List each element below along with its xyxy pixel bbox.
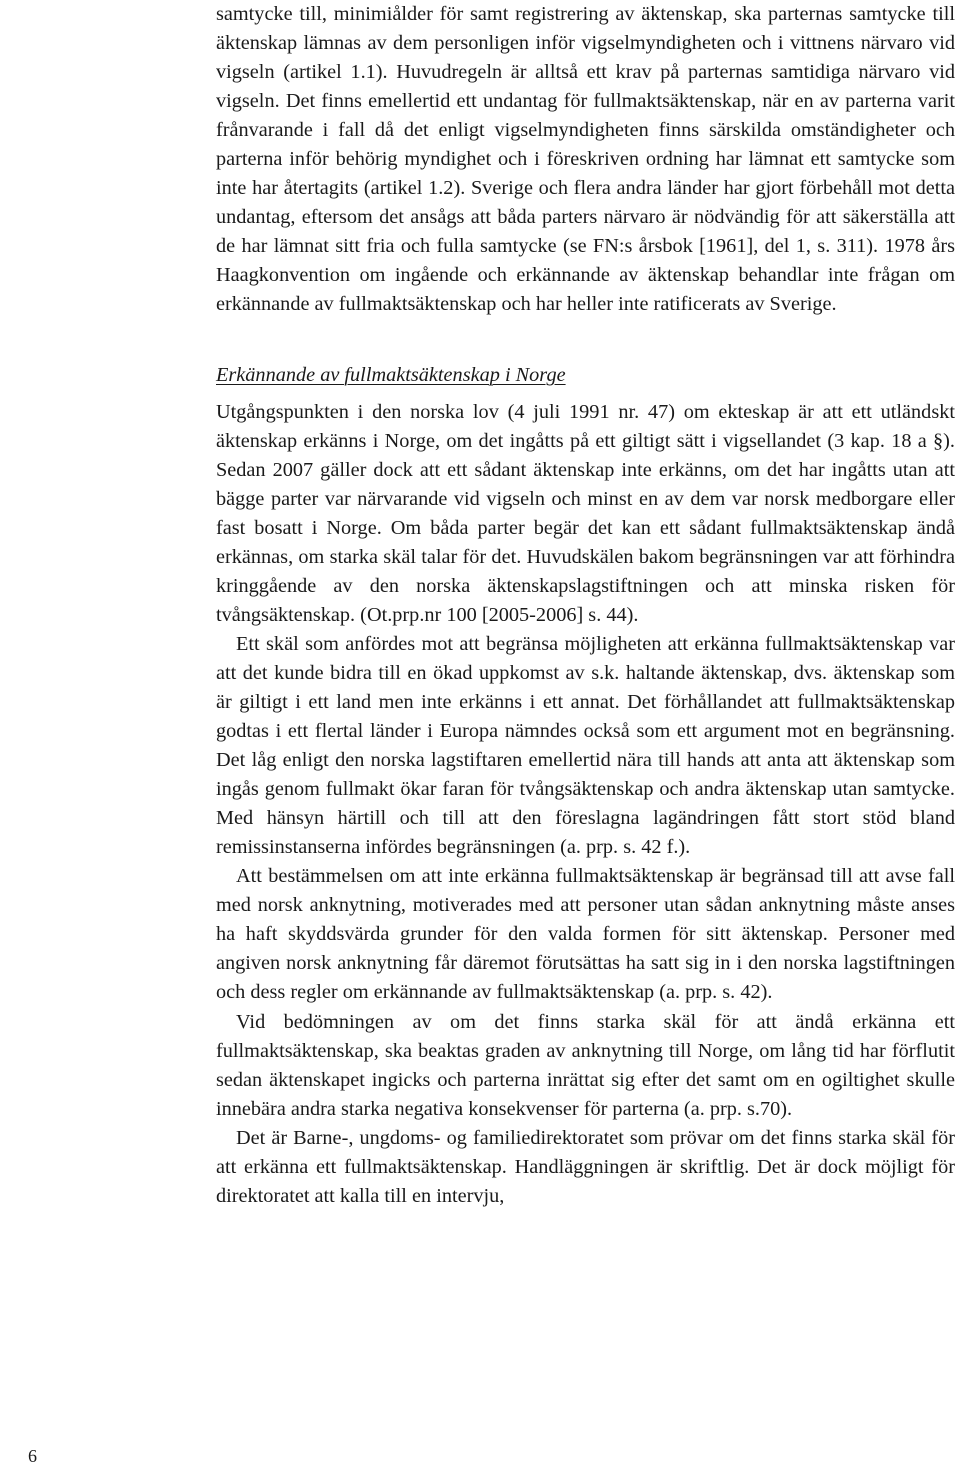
section-heading: Erkännande av fullmaktsäktenskap i Norge xyxy=(216,363,566,386)
paragraph-3: Att bestämmelsen om att inte erkänna fullmaktsäktenskap är begränsad till att avse fall med norsk anknytning, motiverades med att personer utan sådan anknytning måste anses ha haft skyddsvärda grunder för den valda formen för sitt äktenskap. Personer med angiven norsk anknytning får däremot förutsättas ha satt sig in i den norska lagstiftningen och dess regler om erkännande av fullmaktsäktenskap (a. prp. s. 42). xyxy=(216,865,955,1004)
spacer xyxy=(216,320,955,361)
paragraph-intro: samtycke till, minimiålder för samt registrering av äktenskap, ska parternas samtycke till äktenskap lämnas av dem personligen inför vigselmyndigheten och i vittnens närvaro vid vigseln (artikel 1.1). Huvudregeln är alltså ett krav på parternas samtidiga närvaro vid vigseln. Det finns emellertid ett undantag för fullmaktsäktenskap, när en av parterna varit frånvarande i fall då det enligt vigselmyndigheten finns särskilda omständigheter och parterna inför behörig myndighet och i föreskriven ordning har lämnat ett samtycke som inte har återtagits (artikel 1.2). Sverige och flera andra länder har gjort förbehåll mot detta undantag, eftersom det ansågs att båda parters närvaro är nödvändig för att säkerställa att de har lämnat sitt fria och fulla samtycke (se FN:s årsbok [1961], del 1, s. 311). 1978 års Haagkonvention om ingående och erkännande av äktenskap behandlar inte frågan om erkännande av fullmaktsäktenskap och har heller inte ratificerats av Sverige. xyxy=(216,3,955,316)
document-page xyxy=(216,0,955,1211)
paragraph-4: Vid bedömningen av om det finns starka skäl för att ändå erkänna ett fullmaktsäktenskap, ska beaktas graden av anknytning till Norge, om lång tid har förflutit sedan äktenskapet ingicks och parterna inrättat sig efter det samt om en ogiltighet skulle innebära andra starka negativa konsekvenser för parterna (a. prp. s.70). xyxy=(216,1010,955,1120)
paragraph-5: Det är Barne-, ungdoms- og familiedirektoratet som prövar om det finns starka skäl för att erkänna ett fullmaktsäktenskap. Handläggningen är skriftlig. Det är dock möjligt för direktoratet att kalla till en intervju, xyxy=(216,1126,955,1207)
paragraph-2: Ett skäl som anfördes mot att begränsa möjligheten att erkänna fullmaktsäktenskap var att det kunde bidra till en ökad uppkomst av s.k. haltande äktenskap, dvs. äktenskap som är giltigt i ett land men inte erkänns i ett annat. Det förhållandet att fullmaktsäktenskap godtas i ett flertal länder i Europa nämndes också som ett argument mot en begränsning. Det låg enligt den norska lagstiftaren emellertid nära till hands att anta att äktenskap som ingås genom fullmakt ökar faran för tvångsäktenskap och andra äktenskap utan samtycke. Med hänsyn härtill och till att den föreslagna lagändringen fått stort stöd bland remissinstanserna infördes begränsningen (a. prp. s. 42 f.). xyxy=(216,632,955,859)
paragraph-1: Utgångspunkten i den norska lov (4 juli 1991 nr. 47) om ekteskap är att ett utländskt äktenskap erkänns i Norge, om det ingåtts på ett giltigt sätt i vigsellandet (3 kap. 18 a §). Sedan 2007 gäller dock att ett sådant äktenskap inte erkänns, om det har ingåtts utan att bägge parter var närvarande vid vigseln och minst en av dem var norsk medborgare eller fast bosatt i Norge. Om båda parter begär det kan ett sådant fullmaktsäktenskap ändå erkännas, om starka skäl talar för det. Huvudskälen bakom begränsningen var att förhindra kringgående av den norska äktenskapslagstiftningen och att minska risken för tvångsäktenskap. (Ot.prp.nr 100 [2005-2006] s. 44). xyxy=(216,400,955,626)
spacer xyxy=(216,390,955,398)
page-number: 6 xyxy=(28,1446,37,1466)
